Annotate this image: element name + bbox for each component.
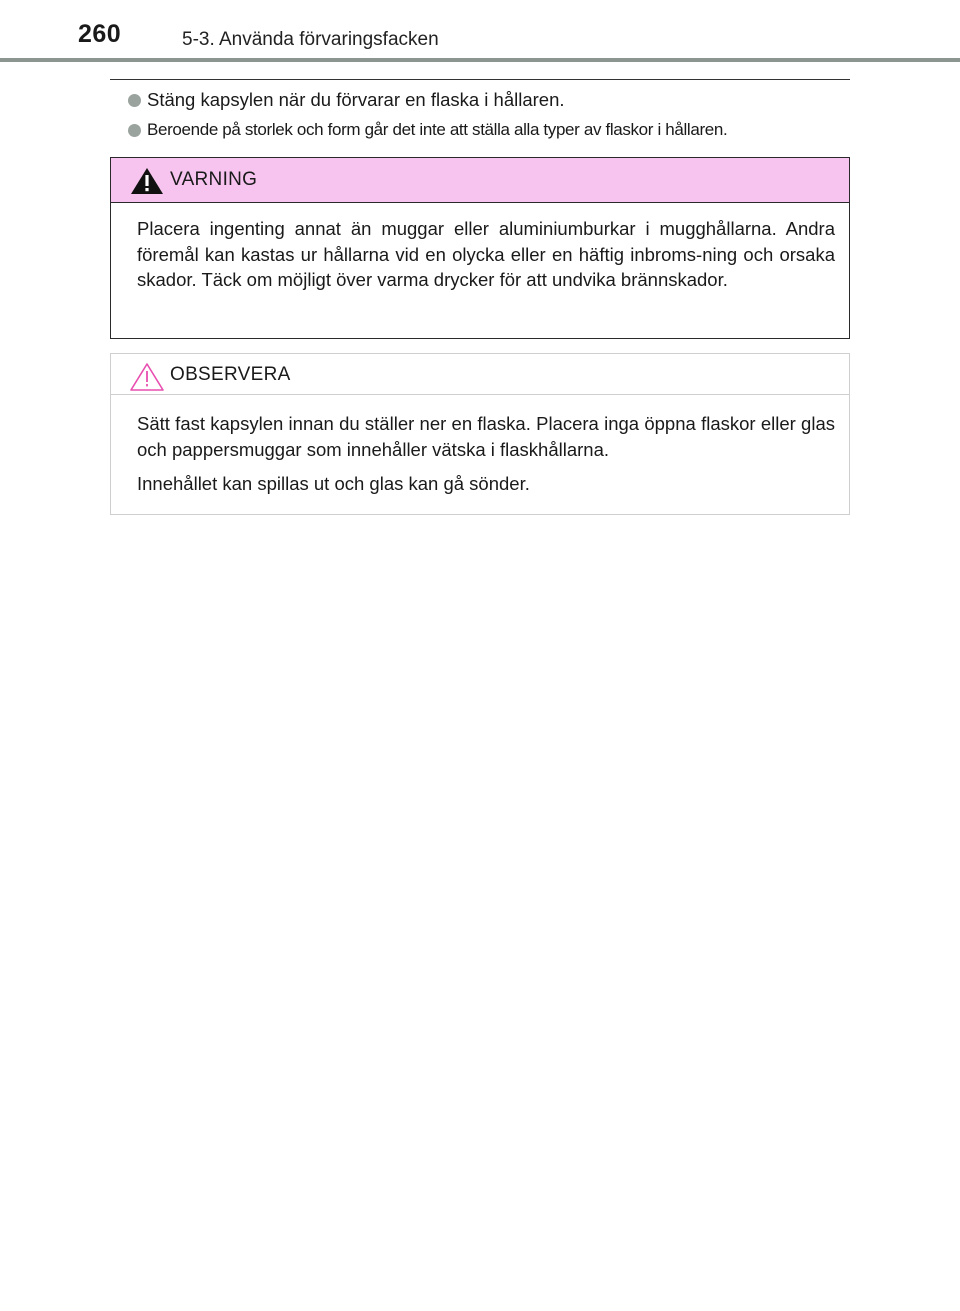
content-top-divider xyxy=(110,79,850,80)
bullet-text: Stäng kapsylen när du förvarar en flaska i hållaren. xyxy=(147,89,565,110)
notice-box xyxy=(110,353,850,515)
bullet-dot-icon xyxy=(128,94,141,107)
warning-header xyxy=(111,158,849,203)
notice-body xyxy=(111,395,849,497)
caution-triangle-icon xyxy=(129,362,165,392)
header-divider xyxy=(0,58,960,62)
page-header xyxy=(0,0,960,62)
warning-body xyxy=(111,203,849,293)
warning-text: Placera ingenting annat än muggar eller aluminiumburkar i mugghållarna. Andra föremål kan kastas ur hållarna vid en olycka eller en häftig inbroms-ning och orsaka skador. Täck om möjligt över varma drycker för att undvika brännskador. xyxy=(137,218,835,290)
bullet-item xyxy=(128,120,727,140)
notice-label: OBSERVERA xyxy=(170,364,291,385)
notice-paragraph: Sätt fast kapsylen innan du ställer ner en flaska. Placera inga öppna flaskor eller glas och pappersmuggar som innehåller vätska i flaskhållarna. xyxy=(137,413,835,460)
page-number: 260 xyxy=(78,20,122,48)
section-title: 5-3. Använda förvaringsfacken xyxy=(182,29,439,50)
bullet-item xyxy=(128,89,565,111)
warning-box xyxy=(110,157,850,339)
bullet-text: Beroende på storlek och form går det inte att ställa alla typer av flaskor i hållaren. xyxy=(147,120,728,139)
notice-header xyxy=(111,354,849,395)
warning-triangle-icon xyxy=(129,166,165,196)
bullet-dot-icon xyxy=(128,124,141,137)
notice-paragraph: Innehållet kan spillas ut och glas kan gå sönder. xyxy=(137,473,530,494)
warning-label: VARNING xyxy=(170,169,258,190)
